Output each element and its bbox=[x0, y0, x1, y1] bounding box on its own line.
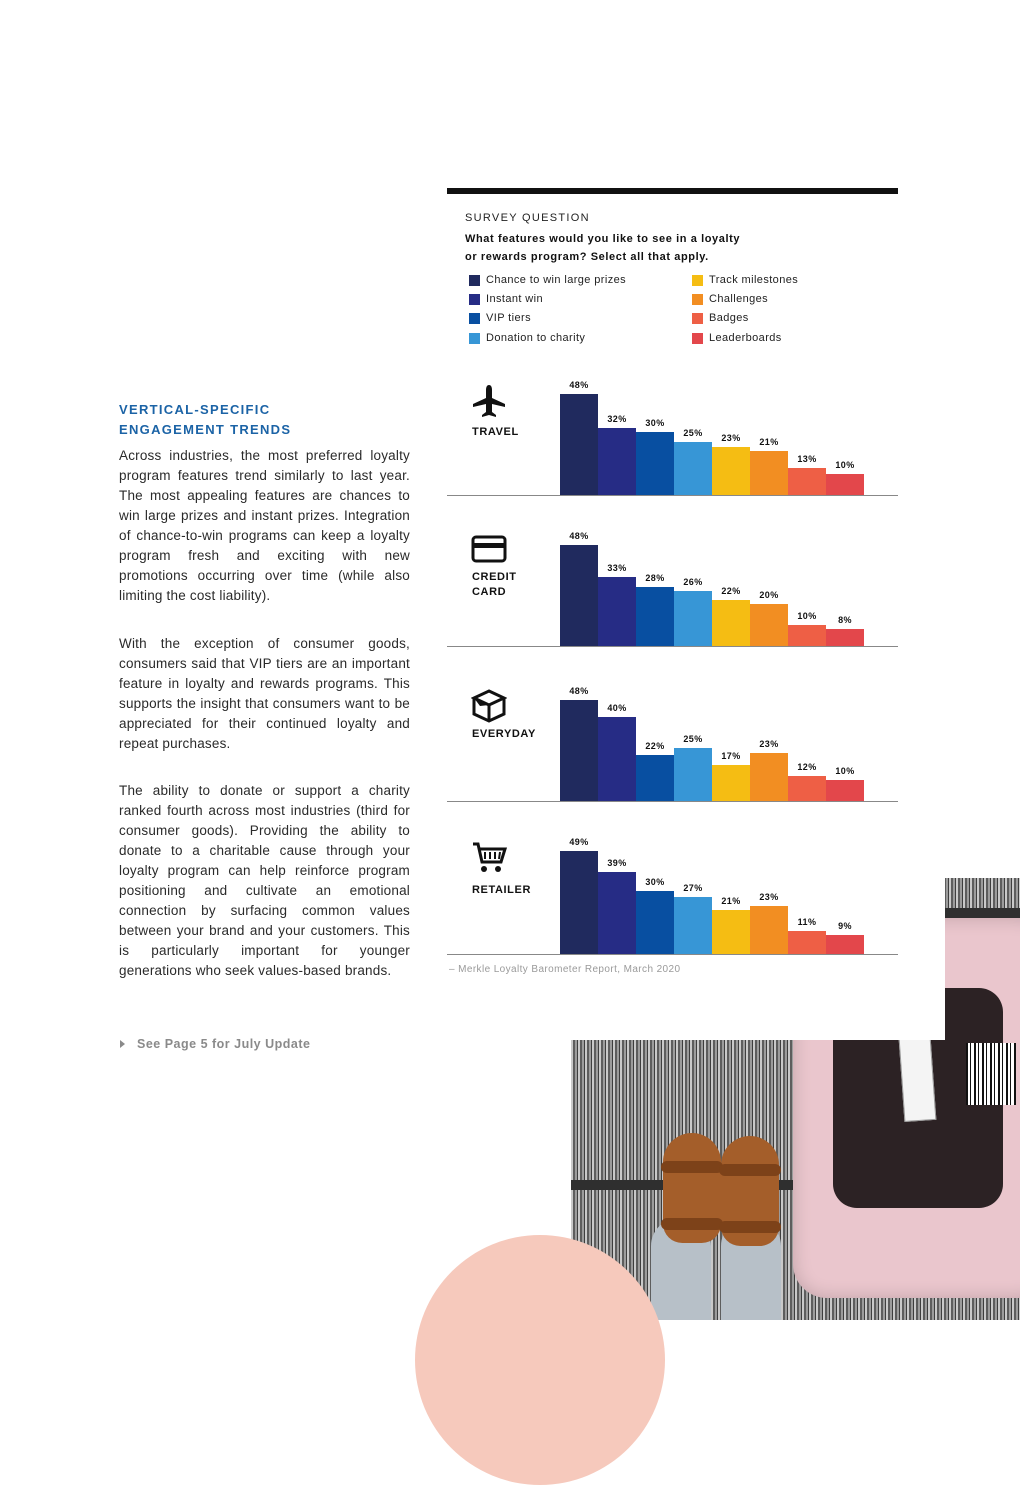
bar bbox=[636, 755, 674, 801]
legend-item bbox=[469, 293, 543, 305]
legend-item bbox=[469, 332, 585, 344]
bar bbox=[750, 604, 788, 646]
survey-question-line: What features would you like to see in a loyalty bbox=[465, 233, 741, 245]
bar-value-label: 10% bbox=[835, 766, 855, 776]
bar bbox=[826, 629, 864, 646]
caret-right-icon bbox=[120, 1040, 125, 1048]
bar-value-label: 26% bbox=[683, 577, 703, 587]
legend-item bbox=[469, 274, 626, 286]
bar-value-label: 23% bbox=[721, 433, 741, 443]
chart-baseline bbox=[447, 954, 898, 955]
bar-value-label: 25% bbox=[683, 734, 703, 744]
bar bbox=[560, 851, 598, 954]
legend-item bbox=[469, 312, 531, 324]
legend-label: Leaderboards bbox=[709, 332, 782, 344]
chart-baseline bbox=[447, 495, 898, 496]
vertical-label-line: EVERYDAY bbox=[472, 728, 536, 740]
bar bbox=[560, 700, 598, 801]
bar-value-label: 21% bbox=[759, 437, 779, 447]
bar-value-label: 13% bbox=[797, 454, 817, 464]
airplane-icon bbox=[471, 384, 507, 420]
bar bbox=[674, 442, 712, 495]
chart-baseline bbox=[447, 646, 898, 647]
vertical-label bbox=[472, 883, 531, 898]
legend-label: Track milestones bbox=[709, 274, 799, 286]
bar bbox=[674, 591, 712, 646]
bar bbox=[788, 468, 826, 495]
bar-value-label: 9% bbox=[838, 921, 852, 931]
bar bbox=[598, 717, 636, 801]
decorative-circle bbox=[415, 1235, 665, 1485]
bar-value-label: 40% bbox=[607, 703, 627, 713]
chart-top-rule bbox=[447, 188, 898, 194]
section-heading-line: VERTICAL-SPECIFIC bbox=[119, 402, 271, 417]
bar-value-label: 30% bbox=[645, 418, 665, 428]
body-paragraph: With the exception of consumer goods, consumers said that VIP tiers are an important feature in loyalty and rewards programs. This supports the insight that consumers want to be appreciated for their continued loyalty and repeat purchases. bbox=[119, 636, 410, 751]
bar bbox=[674, 897, 712, 954]
bar-value-label: 23% bbox=[759, 892, 779, 902]
vertical-label bbox=[472, 727, 536, 742]
vertical-label-line: CREDIT bbox=[472, 571, 517, 583]
bar bbox=[788, 776, 826, 801]
sandal-strap bbox=[661, 1218, 723, 1230]
bar-value-label: 48% bbox=[569, 380, 589, 390]
bar bbox=[636, 891, 674, 954]
chart-baseline bbox=[447, 801, 898, 802]
bar-value-label: 28% bbox=[645, 573, 665, 583]
sandal-strap bbox=[719, 1164, 781, 1176]
bar bbox=[788, 625, 826, 646]
bar bbox=[826, 474, 864, 495]
bar bbox=[560, 545, 598, 646]
legend-item bbox=[692, 332, 782, 344]
survey-question bbox=[465, 230, 795, 266]
bar bbox=[826, 935, 864, 954]
sandal-strap bbox=[661, 1161, 723, 1173]
vertical-label-line: TRAVEL bbox=[472, 426, 519, 438]
bar-value-label: 48% bbox=[569, 531, 589, 541]
bar bbox=[674, 748, 712, 801]
july-update-link[interactable] bbox=[120, 1037, 310, 1051]
legend-item bbox=[692, 293, 768, 305]
section-heading bbox=[119, 400, 419, 440]
bar-value-label: 10% bbox=[835, 460, 855, 470]
legend-label: Badges bbox=[709, 312, 749, 324]
bar-value-label: 27% bbox=[683, 883, 703, 893]
bar bbox=[712, 910, 750, 954]
bar-value-label: 22% bbox=[645, 741, 665, 751]
bar-value-label: 12% bbox=[797, 762, 817, 772]
legend-swatch bbox=[692, 313, 703, 324]
legend-swatch bbox=[469, 275, 480, 286]
survey-question-line: or rewards program? Select all that apply. bbox=[465, 251, 709, 263]
open-box-icon bbox=[471, 688, 507, 724]
bar-value-label: 33% bbox=[607, 563, 627, 573]
legend-swatch bbox=[469, 294, 480, 305]
legend-swatch bbox=[469, 313, 480, 324]
bar-value-label: 25% bbox=[683, 428, 703, 438]
bar bbox=[712, 600, 750, 646]
barcode bbox=[966, 1043, 1016, 1105]
bar bbox=[750, 451, 788, 495]
vertical-label bbox=[472, 425, 519, 440]
bar bbox=[598, 428, 636, 495]
bar-value-label: 30% bbox=[645, 877, 665, 887]
bar-value-label: 39% bbox=[607, 858, 627, 868]
sandal-strap bbox=[719, 1221, 781, 1233]
july-update-link-text[interactable]: See Page 5 for July Update bbox=[137, 1037, 311, 1051]
bar bbox=[712, 765, 750, 801]
bar bbox=[826, 780, 864, 801]
legend-label: Instant win bbox=[486, 293, 543, 305]
bar-value-label: 17% bbox=[721, 751, 741, 761]
bar bbox=[750, 753, 788, 801]
bar bbox=[598, 577, 636, 646]
bar bbox=[788, 931, 826, 954]
legend-swatch bbox=[692, 294, 703, 305]
legend-swatch bbox=[469, 333, 480, 344]
legend-label: Challenges bbox=[709, 293, 769, 305]
body-paragraph: Across industries, the most preferred loyalty program features trend similarly to last year. The most appealing features are chances to win large prizes and instant prizes. Integration of chance-to-win programs can keep a loyalty program fresh and exciting with new promotions occurring over time (while also limiting the cost liability). bbox=[119, 448, 410, 603]
survey-label: SURVEY QUESTION bbox=[465, 212, 590, 224]
shopping-cart-icon bbox=[471, 840, 507, 876]
bar-value-label: 10% bbox=[797, 611, 817, 621]
body-paragraph: The ability to donate or support a charity ranked fourth across most industries (third for consumer goods). Providing the ability to donate to a charitable cause through your loyalty program can help reinforce program positioning and cultivate an emotional connection by surfacing common values between your brand and your customers. This is particularly important for younger generations who seek values-based brands. bbox=[119, 783, 410, 978]
bar-value-label: 21% bbox=[721, 896, 741, 906]
bar bbox=[560, 394, 598, 495]
bar-value-label: 8% bbox=[838, 615, 852, 625]
bar-value-label: 22% bbox=[721, 586, 741, 596]
bar bbox=[712, 447, 750, 495]
credit-card-icon bbox=[471, 531, 507, 567]
legend-item bbox=[692, 274, 798, 286]
bar bbox=[636, 587, 674, 646]
bar-value-label: 48% bbox=[569, 686, 589, 696]
bar-value-label: 11% bbox=[797, 917, 817, 927]
legend-item bbox=[692, 312, 749, 324]
bar-value-label: 32% bbox=[607, 414, 627, 424]
legend-swatch bbox=[692, 275, 703, 286]
bar bbox=[750, 906, 788, 954]
bar bbox=[598, 872, 636, 954]
source-citation: – Merkle Loyalty Barometer Report, March 2020 bbox=[449, 964, 681, 975]
bar bbox=[636, 432, 674, 495]
bar-value-label: 49% bbox=[569, 837, 589, 847]
legend-label: VIP tiers bbox=[486, 312, 531, 324]
vertical-label-line: CARD bbox=[472, 586, 507, 598]
section-heading-line: ENGAGEMENT TRENDS bbox=[119, 422, 292, 437]
bar-value-label: 23% bbox=[759, 739, 779, 749]
bar-value-label: 20% bbox=[759, 590, 779, 600]
vertical-label-line: RETAILER bbox=[472, 884, 531, 896]
legend-label: Chance to win large prizes bbox=[486, 274, 627, 286]
vertical-label bbox=[472, 570, 517, 600]
legend-swatch bbox=[692, 333, 703, 344]
legend-label: Donation to charity bbox=[486, 332, 586, 344]
